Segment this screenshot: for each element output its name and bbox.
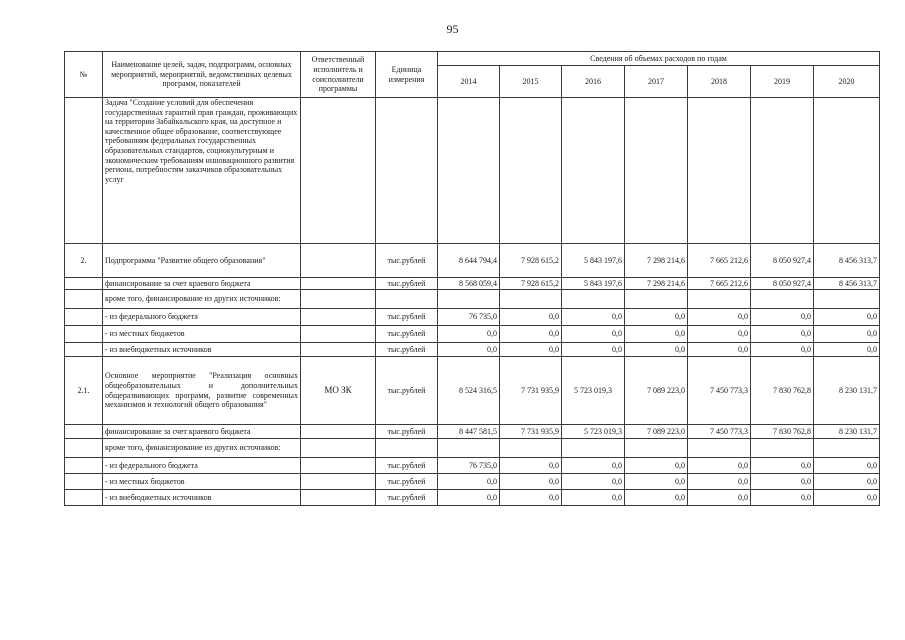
- row-number: [65, 278, 103, 290]
- row-responsible: [301, 439, 376, 458]
- table-row: [65, 343, 880, 357]
- row-value-2019: 0,0: [751, 309, 814, 326]
- table-row: [65, 458, 880, 474]
- row-value-2014: 0,0: [438, 474, 500, 490]
- row-name: Задача "Создание условий для обеспечения государственных гарантий прав граждан, проживающих на территории Забайкальского края, на доступное и качественное общее образование, соответствующее требованиям федеральных государственных образовательных стандартов, социокультурным и экономическим требованиям инновационного развития региона, потребностям заказчиков образовательных услуг: [103, 98, 301, 244]
- row-value-2018: 0,0: [688, 458, 751, 474]
- table-row: [65, 290, 880, 309]
- row-unit: тыс.рублей: [376, 278, 438, 290]
- row-name: Подпрограмма "Развитие общего образования": [103, 244, 301, 278]
- row-value-2018: [688, 98, 751, 244]
- row-value-2016: 5 723 019,3: [562, 425, 625, 439]
- row-value-2015: 7 928 615,2: [500, 244, 562, 278]
- row-value-2020: 0,0: [814, 458, 880, 474]
- row-value-2020: 8 230 131,7: [814, 357, 880, 425]
- row-value-2015: 7 731 935,9: [500, 357, 562, 425]
- row-value-2016: 5 843 197,6: [562, 278, 625, 290]
- row-unit: тыс.рублей: [376, 425, 438, 439]
- table-row: [65, 357, 880, 425]
- row-unit: тыс.рублей: [376, 244, 438, 278]
- row-value-2018: 7 450 773,3: [688, 357, 751, 425]
- row-value-2020: 0,0: [814, 309, 880, 326]
- table-row: [65, 439, 880, 458]
- row-name: - из внебюджетных источников: [103, 490, 301, 506]
- row-unit: [376, 439, 438, 458]
- row-responsible: [301, 474, 376, 490]
- header-name: Наименование целей, задач, подпрограмм, основных мероприятий, мероприятий, ведомственных целевых программ, показателей: [103, 52, 301, 98]
- row-value-2014: 8 568 059,4: [438, 278, 500, 290]
- row-number: 2.1.: [65, 357, 103, 425]
- row-value-2014: 76 735,0: [438, 458, 500, 474]
- row-value-2018: 0,0: [688, 309, 751, 326]
- table-row: [65, 474, 880, 490]
- table-header: [65, 52, 880, 98]
- budget-table: [64, 51, 880, 506]
- row-unit: тыс.рублей: [376, 458, 438, 474]
- row-value-2015: 0,0: [500, 309, 562, 326]
- row-name: - из местных бюджетов: [103, 474, 301, 490]
- row-value-2019: 7 830 762,8: [751, 357, 814, 425]
- row-value-2017: 0,0: [625, 474, 688, 490]
- header-year-2018: 2018: [688, 66, 751, 98]
- row-name: финансирование за счет краевого бюджета: [103, 425, 301, 439]
- row-number: [65, 343, 103, 357]
- header-unit: Единица измерения: [376, 52, 438, 98]
- row-value-2020: [814, 98, 880, 244]
- row-value-2019: [751, 98, 814, 244]
- table-body: [65, 98, 880, 506]
- header-year-2015: 2015: [500, 66, 562, 98]
- row-value-2020: 0,0: [814, 326, 880, 343]
- row-unit: тыс.рублей: [376, 357, 438, 425]
- row-value-2014: [438, 290, 500, 309]
- row-name: - из местных бюджетов: [103, 326, 301, 343]
- row-number: 2.: [65, 244, 103, 278]
- row-responsible: [301, 309, 376, 326]
- row-responsible: [301, 326, 376, 343]
- row-value-2015: 0,0: [500, 343, 562, 357]
- row-unit: тыс.рублей: [376, 343, 438, 357]
- row-responsible: [301, 278, 376, 290]
- row-value-2020: [814, 290, 880, 309]
- header-year-2014: 2014: [438, 66, 500, 98]
- row-value-2016: 0,0: [562, 474, 625, 490]
- row-value-2018: 0,0: [688, 490, 751, 506]
- row-unit: тыс.рублей: [376, 490, 438, 506]
- row-responsible: МО ЗК: [301, 357, 376, 425]
- row-value-2015: 0,0: [500, 474, 562, 490]
- header-expenses-group: Сведения об объемах расходов по годам: [438, 52, 880, 66]
- row-value-2016: 0,0: [562, 458, 625, 474]
- row-number: [65, 309, 103, 326]
- row-value-2019: 0,0: [751, 326, 814, 343]
- row-name: кроме того, финансирование из других источников:: [103, 439, 301, 458]
- row-responsible: [301, 290, 376, 309]
- table-row: [65, 98, 880, 244]
- row-value-2016: 5 723 019,3: [562, 357, 625, 425]
- row-value-2020: 0,0: [814, 490, 880, 506]
- table-row: [65, 490, 880, 506]
- row-unit: тыс.рублей: [376, 326, 438, 343]
- row-value-2019: 8 050 927,4: [751, 278, 814, 290]
- header-num: №: [65, 52, 103, 98]
- row-value-2018: 7 665 212,6: [688, 278, 751, 290]
- row-value-2020: 0,0: [814, 343, 880, 357]
- row-value-2015: 0,0: [500, 326, 562, 343]
- row-value-2014: 0,0: [438, 326, 500, 343]
- row-value-2015: 7 928 615,2: [500, 278, 562, 290]
- row-value-2019: 0,0: [751, 474, 814, 490]
- row-value-2020: 8 456 313,7: [814, 244, 880, 278]
- row-value-2015: 0,0: [500, 458, 562, 474]
- row-value-2016: 5 843 197,6: [562, 244, 625, 278]
- table-row: [65, 309, 880, 326]
- row-value-2020: 8 230 131,7: [814, 425, 880, 439]
- row-value-2014: 76 735,0: [438, 309, 500, 326]
- row-value-2014: [438, 98, 500, 244]
- row-unit: тыс.рублей: [376, 309, 438, 326]
- table-row: [65, 244, 880, 278]
- row-number: [65, 98, 103, 244]
- row-value-2019: 0,0: [751, 490, 814, 506]
- row-value-2019: [751, 290, 814, 309]
- row-name: Основное мероприятие "Реализация основных общеобразовательных и дополнительных общеразвивающих программ, развитие современных механизмов и технологий общего образования": [103, 357, 301, 425]
- row-value-2018: [688, 439, 751, 458]
- row-value-2017: 0,0: [625, 490, 688, 506]
- page-number: 95: [446, 22, 459, 36]
- row-name: - из федерального бюджета: [103, 458, 301, 474]
- row-value-2020: [814, 439, 880, 458]
- row-unit: тыс.рублей: [376, 474, 438, 490]
- row-value-2017: [625, 290, 688, 309]
- header-year-2019: 2019: [751, 66, 814, 98]
- row-value-2017: [625, 98, 688, 244]
- row-value-2017: [625, 439, 688, 458]
- row-number: [65, 474, 103, 490]
- row-value-2019: 0,0: [751, 343, 814, 357]
- row-value-2014: 0,0: [438, 490, 500, 506]
- row-value-2019: 8 050 927,4: [751, 244, 814, 278]
- header-year-2020: 2020: [814, 66, 880, 98]
- row-value-2018: 0,0: [688, 326, 751, 343]
- row-number: [65, 490, 103, 506]
- row-value-2017: 7 298 214,6: [625, 244, 688, 278]
- row-value-2015: 0,0: [500, 490, 562, 506]
- row-value-2016: 0,0: [562, 309, 625, 326]
- row-name: - из федерального бюджета: [103, 309, 301, 326]
- header-year-2017: 2017: [625, 66, 688, 98]
- row-value-2014: 8 447 581,5: [438, 425, 500, 439]
- row-value-2019: [751, 439, 814, 458]
- table-row: [65, 425, 880, 439]
- row-number: [65, 425, 103, 439]
- row-number: [65, 458, 103, 474]
- row-responsible: [301, 98, 376, 244]
- row-value-2020: 8 456 313,7: [814, 278, 880, 290]
- row-value-2018: [688, 290, 751, 309]
- row-value-2016: [562, 290, 625, 309]
- row-value-2016: 0,0: [562, 343, 625, 357]
- row-number: [65, 290, 103, 309]
- row-value-2016: 0,0: [562, 490, 625, 506]
- row-value-2019: 0,0: [751, 458, 814, 474]
- header-year-2016: 2016: [562, 66, 625, 98]
- row-value-2017: 0,0: [625, 309, 688, 326]
- row-value-2016: [562, 98, 625, 244]
- row-value-2017: 7 089 223,0: [625, 357, 688, 425]
- row-value-2014: 8 524 316,5: [438, 357, 500, 425]
- row-value-2018: 0,0: [688, 343, 751, 357]
- row-number: [65, 326, 103, 343]
- row-unit: [376, 290, 438, 309]
- row-value-2019: 7 830 762,8: [751, 425, 814, 439]
- row-value-2014: 8 644 794,4: [438, 244, 500, 278]
- row-number: [65, 439, 103, 458]
- row-responsible: [301, 458, 376, 474]
- row-responsible: [301, 244, 376, 278]
- row-value-2017: 7 298 214,6: [625, 278, 688, 290]
- row-responsible: [301, 490, 376, 506]
- table-row: [65, 278, 880, 290]
- row-value-2020: 0,0: [814, 474, 880, 490]
- row-value-2016: 0,0: [562, 326, 625, 343]
- row-responsible: [301, 425, 376, 439]
- row-value-2017: 0,0: [625, 458, 688, 474]
- row-value-2014: 0,0: [438, 343, 500, 357]
- row-value-2017: 7 089 223,0: [625, 425, 688, 439]
- row-name: кроме того, финансирование из других источников:: [103, 290, 301, 309]
- row-responsible: [301, 343, 376, 357]
- row-value-2018: 7 450 773,3: [688, 425, 751, 439]
- row-value-2017: 0,0: [625, 343, 688, 357]
- row-value-2018: 0,0: [688, 474, 751, 490]
- row-value-2015: [500, 98, 562, 244]
- row-value-2018: 7 665 212,6: [688, 244, 751, 278]
- row-name: - из внебюджетных источников: [103, 343, 301, 357]
- row-value-2017: 0,0: [625, 326, 688, 343]
- row-value-2015: 7 731 935,9: [500, 425, 562, 439]
- header-responsible: Ответственный исполнитель и соисполнители программы: [301, 52, 376, 98]
- row-value-2015: [500, 439, 562, 458]
- row-name: финансирование за счет краевого бюджета: [103, 278, 301, 290]
- row-value-2016: [562, 439, 625, 458]
- row-value-2015: [500, 290, 562, 309]
- row-unit: [376, 98, 438, 244]
- table-row: [65, 326, 880, 343]
- row-value-2014: [438, 439, 500, 458]
